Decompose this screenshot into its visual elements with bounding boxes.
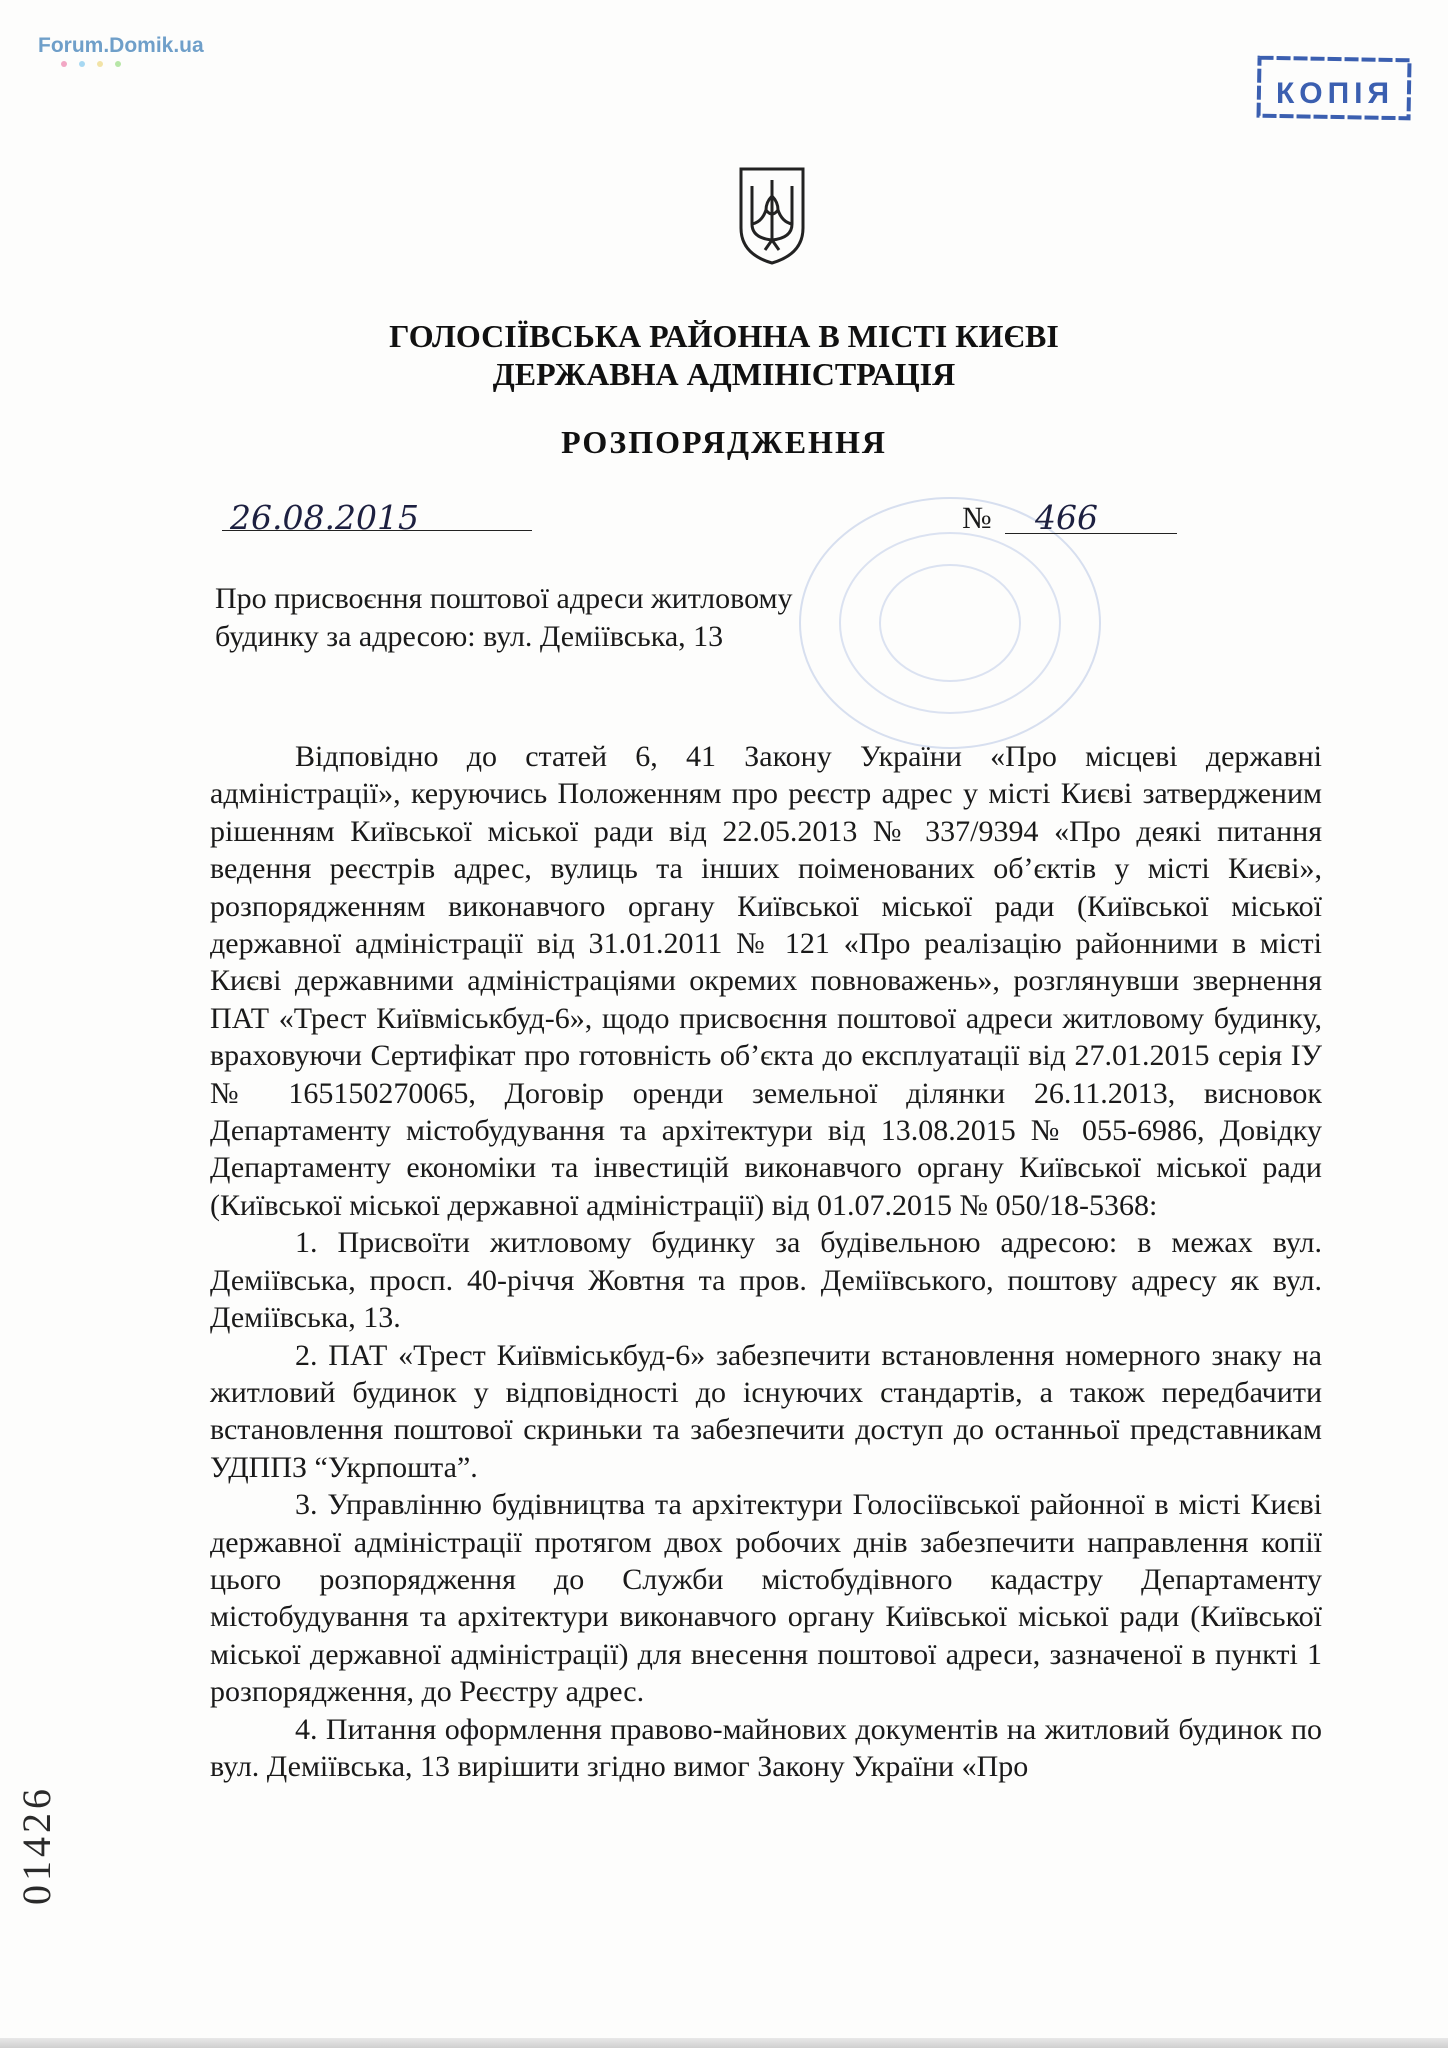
- document-body: [210, 738, 1322, 1785]
- subject-line2: будинку за адресою: вул. Деміївська, 13: [215, 620, 724, 653]
- issuer-title-line2: ДЕРЖАВНА АДМІНІСТРАЦІЯ: [492, 356, 956, 392]
- side-number-text: 01426: [14, 1785, 59, 1905]
- scan-edge: [0, 2038, 1448, 2048]
- clause-1: 1. Присвоїти житловому будинку за будівельною адресою: в межах вул. Деміївська, просп. 40-річчя Жовтня та пров. Деміївського, поштову адресу як вул. Деміївська, 13.: [210, 1226, 1322, 1335]
- document-number: 466: [1035, 498, 1098, 537]
- watermark-logo: Forum.Domik.ua: [38, 34, 204, 57]
- coat-of-arms-icon: [738, 166, 806, 266]
- clause-3: 3. Управлінню будівництва та архітектури Голосіївської районної в місті Києві державної адміністрації протягом двох робочих днів забезпечити направлення копії цього розпорядження до Служби містобудівного кадастру Департаменту містобудування та архітектури виконавчого органу Київської міської ради (Київської міської державної адміністрації) для внесення поштової адреси, зазначеної в пункті 1 розпорядження, до Реєстру адрес.: [210, 1488, 1322, 1709]
- preamble-paragraph: Відповідно до статей 6, 41 Закону України «Про місцеві державні адміністрації», керуючись Положенням про реєстр адрес у місті Києві затвердженим рішенням Київської міської ради від 22.05.2013 № 337/9394 «Про деякі питання ведення реєстрів адрес, вулиць та інших поіменованих об’єктів у місті Києві», розпорядженням виконавчого органу Київської міської ради (Київської міської державної адміністрації від 31.01.2011 № 121 «Про реалізацію районними в місті Києві державними адміністраціями окремих повноважень», розглянувши звернення ПАТ «Трест Київміськбуд-6», щодо присвоєння поштової адреси житловому будинку, враховуючи Сертифікат про готовність об’єкта до експлуатації від 27.01.2015 серія ІУ № 165150270065, Договір оренди земельної ділянки 26.11.2013, висновок Департаменту містобудування та архітектури від 13.08.2015 № 055-6986, Довідку Департаменту економіки та інвестицій виконавчого органу Київської міської ради (Київської міської державної адміністрації) від 01.07.2015 № 050/18-5368:: [210, 740, 1322, 1222]
- registration-side-number: [10, 1785, 60, 2005]
- document-date: 26.08.2015: [230, 498, 419, 537]
- clause-2: 2. ПАТ «Трест Київміськбуд-6» забезпечити встановлення номерного знаку на житловий будинок у відповідності до існуючих стандартів, а також передбачити встановлення поштової скриньки та забезпечити доступ до останньої представникам УДППЗ “Укрпошта”.: [210, 1338, 1322, 1484]
- copy-stamp-text: КОПІЯ: [1275, 77, 1395, 110]
- number-label: №: [962, 500, 992, 535]
- issuer-title-line1: ГОЛОСІЇВСЬКА РАЙОННА В МІСТІ КИЄВІ: [389, 318, 1059, 354]
- document-type-title: РОЗПОРЯДЖЕННЯ: [561, 424, 887, 460]
- watermark-dots: [60, 60, 170, 68]
- clause-4: 4. Питання оформлення правово-майнових документів на житловий будинок по вул. Деміївська, 13 вирішити згідно вимог Закону України «Про: [210, 1712, 1322, 1783]
- copy-stamp: [1255, 55, 1415, 125]
- subject-line1: Про присвоєння поштової адреси житловому: [215, 582, 793, 615]
- document-subject: [215, 580, 855, 656]
